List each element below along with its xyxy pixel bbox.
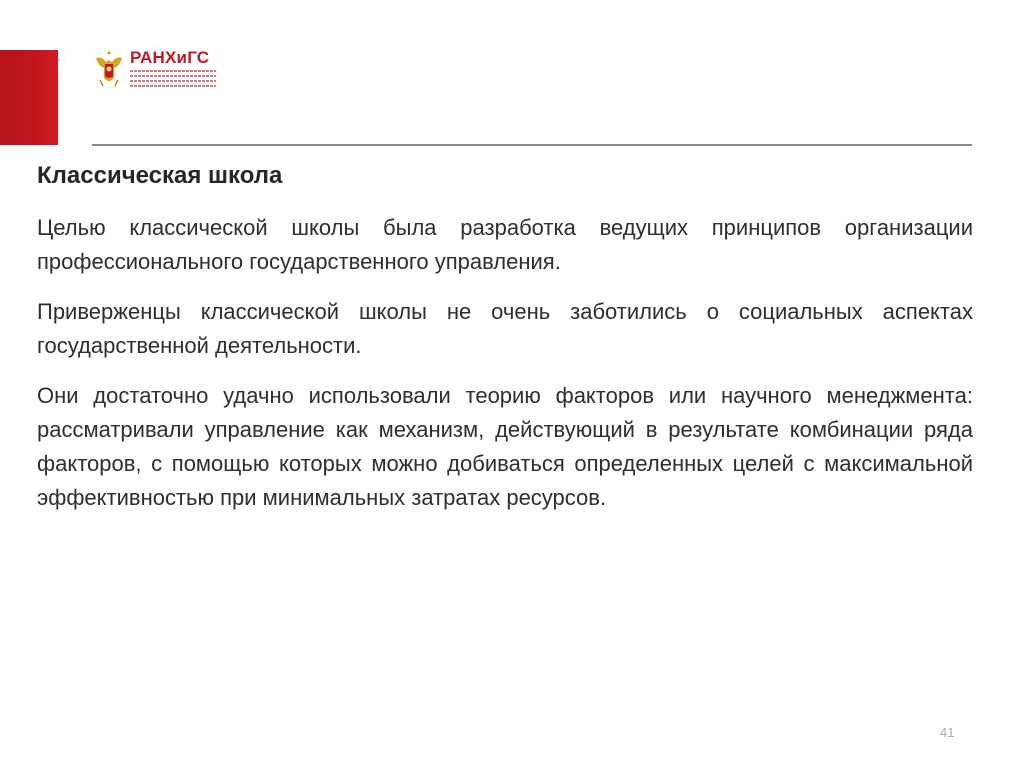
page-number: 41: [940, 725, 955, 740]
paragraph-1: Целью классической школы была разработка ведущих принципов организации профессионального государственного управления.: [37, 215, 973, 274]
ranepa-logo: [94, 46, 224, 90]
logo-subtitle: [130, 70, 216, 90]
paragraph-3: Они достаточно удачно использовали теорию факторов или научного менеджмента: рассматривали управление как механизм, действующий в результате комбинации ряда факторов, с помощью которых можно добиваться определенных целей с максимальной эффективностью при минимальных затратах ресурсов.: [37, 383, 973, 510]
paragraph-2: Приверженцы классической школы не очень заботились о социальных аспектах государственной деятельности.: [37, 299, 973, 358]
eagle-emblem-icon: [94, 48, 124, 88]
header-divider: [92, 144, 972, 146]
slide-body: [37, 211, 973, 531]
red-accent-bar: [0, 50, 58, 145]
slide-title: Классическая школа: [37, 162, 283, 189]
logo-text: РАНХиГС: [130, 48, 210, 67]
